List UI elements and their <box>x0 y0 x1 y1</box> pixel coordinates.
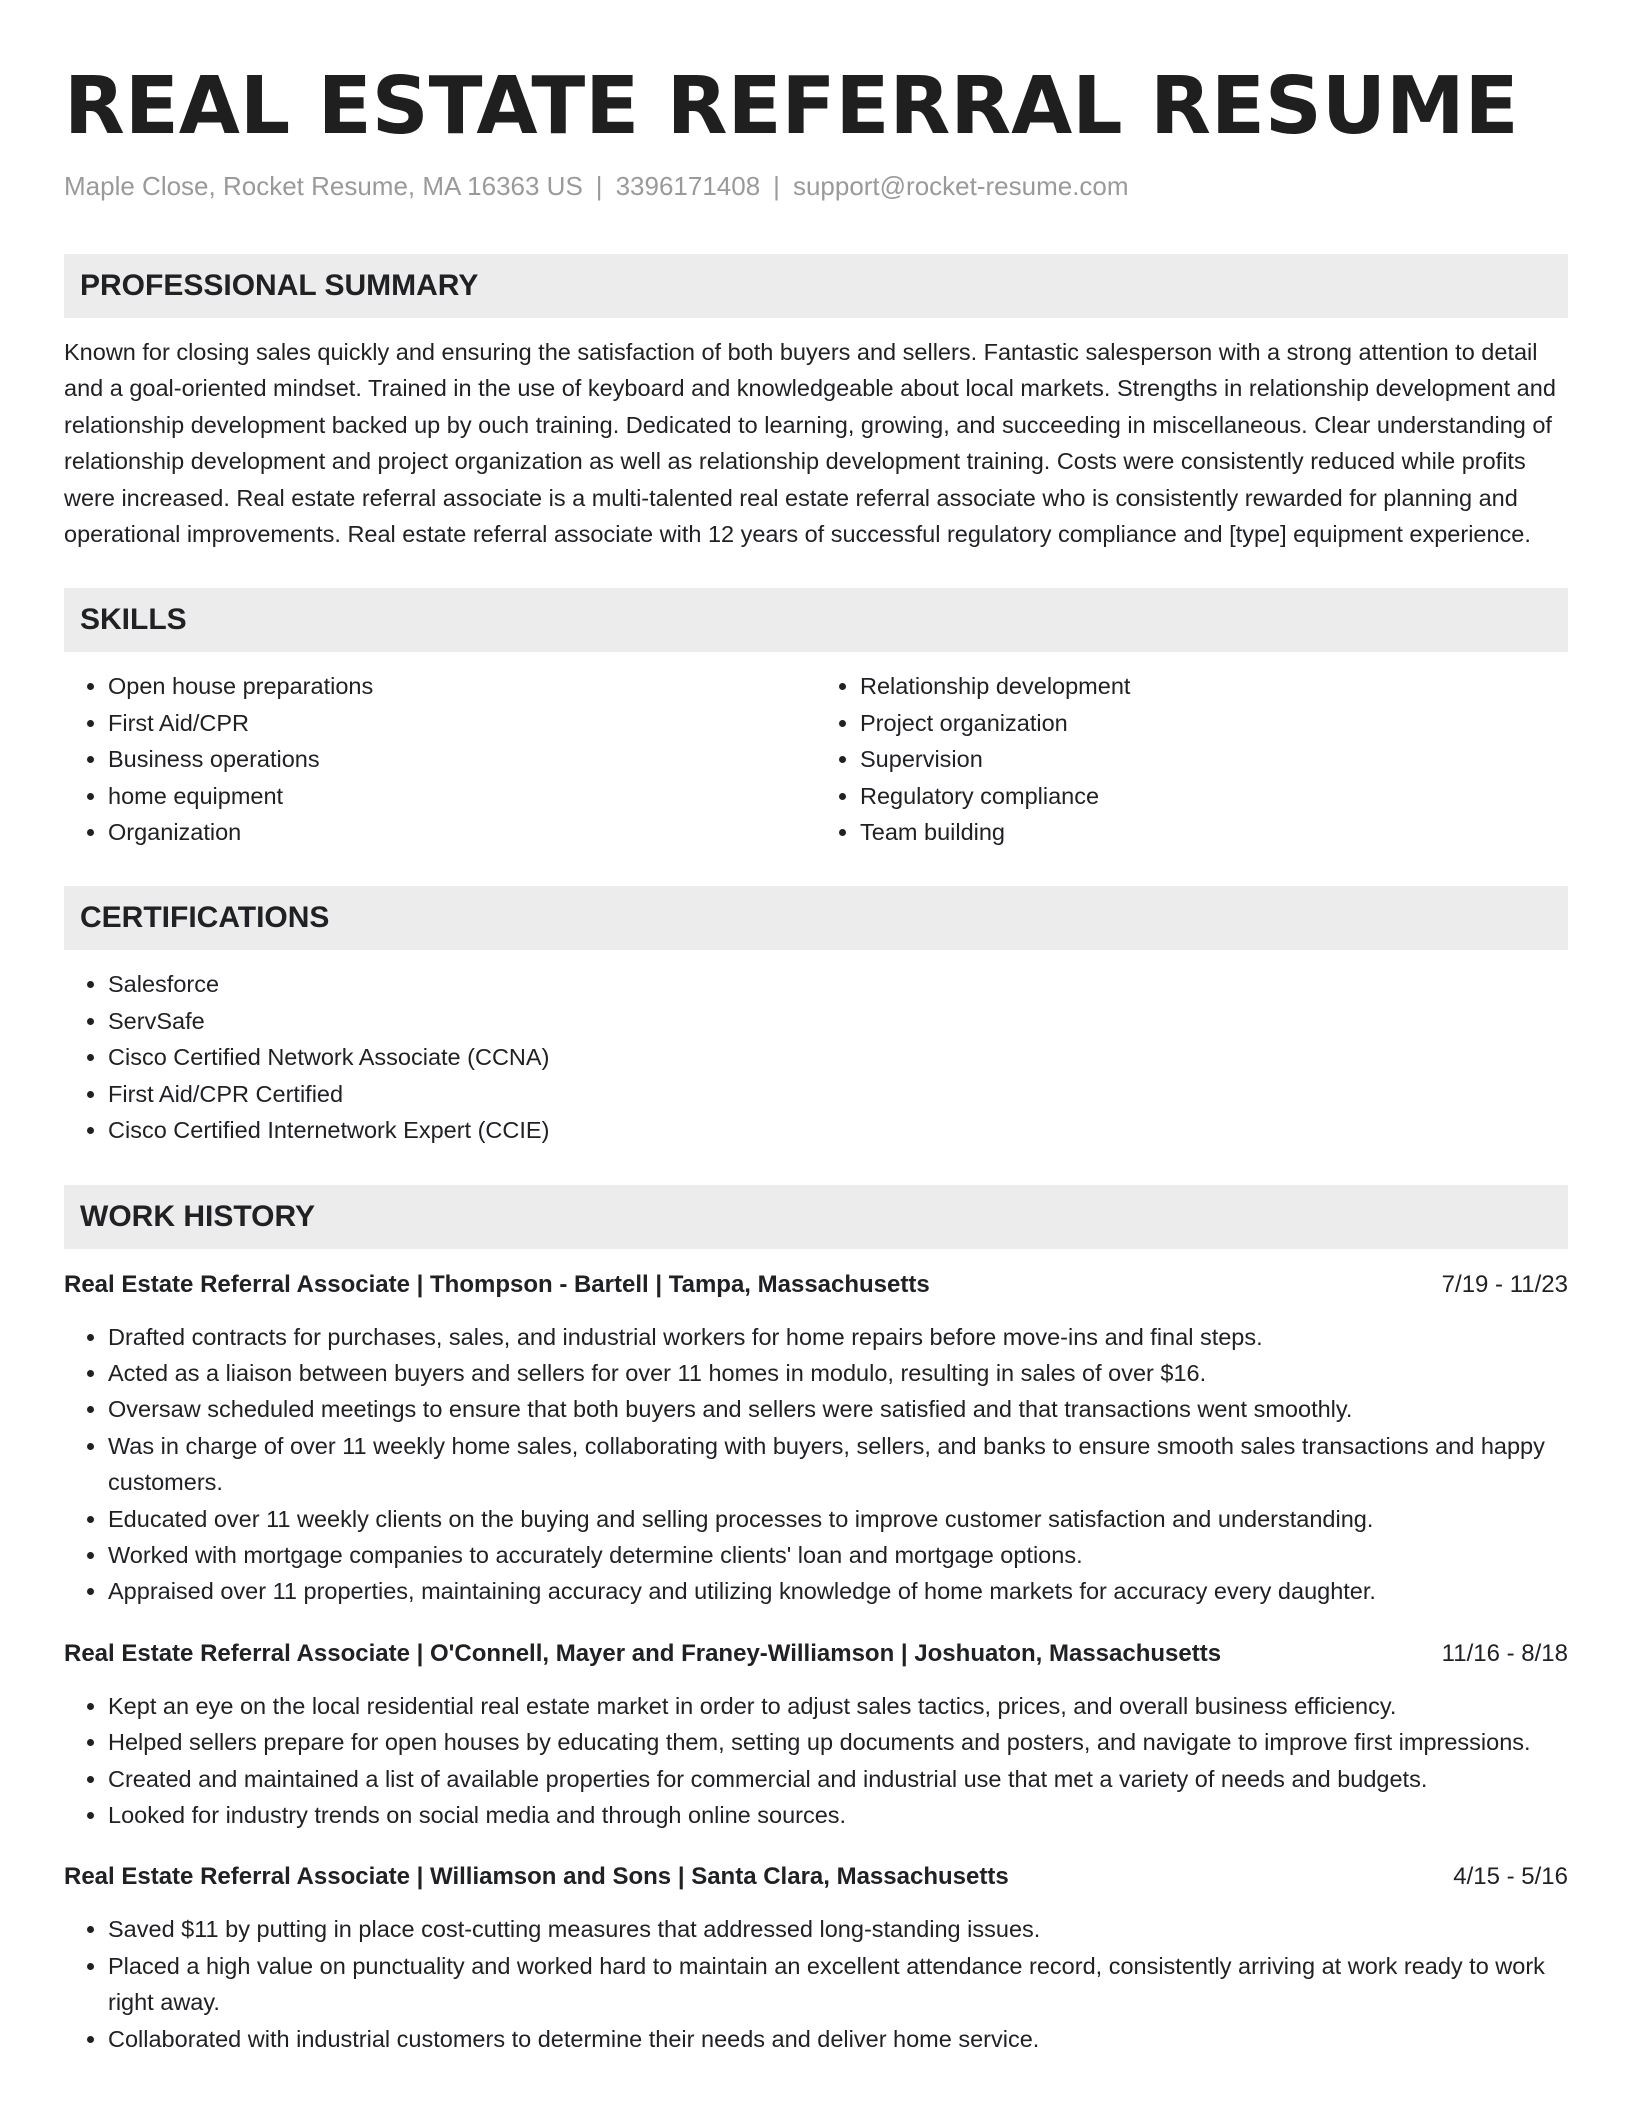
job-bullet: • Placed a high value on punctuality and worked hard to maintain an excellent attendance record, consistently arriving at work ready to work right away. <box>108 1948 1568 2021</box>
certification-item: • Cisco Certified Internetwork Expert (CCIE) <box>108 1112 1568 1148</box>
job-bullets <box>64 1319 1568 1610</box>
job-bullet: • Kept an eye on the local residential real estate market in order to adjust sales tactics, prices, and overall business efficiency. <box>108 1688 1568 1724</box>
job-dates: 7/19 - 11/23 <box>1441 1270 1568 1298</box>
job-bullet: • Drafted contracts for purchases, sales, and industrial workers for home repairs before move-ins and final steps. <box>108 1319 1568 1355</box>
job-title: Real Estate Referral Associate | Williamson and Sons | Santa Clara, Massachusetts <box>64 1863 1009 1891</box>
job-dates: 4/15 - 5/16 <box>1453 1863 1568 1891</box>
contact-phone: 3396171408 <box>615 171 761 201</box>
certification-item: • First Aid/CPR Certified <box>108 1076 1568 1112</box>
skill-item: • Relationship development <box>860 668 1568 704</box>
job-entry <box>64 1267 1568 1610</box>
section-heading-certifications: CERTIFICATIONS <box>64 886 1568 950</box>
skills-column-right <box>816 668 1568 850</box>
job-header <box>64 1859 1568 1895</box>
job-title: Real Estate Referral Associate | O'Connell, Mayer and Franey-Williamson | Joshuaton, Massachusetts <box>64 1639 1222 1667</box>
certification-item: • Salesforce <box>108 966 1568 1002</box>
job-bullet: • Appraised over 11 properties, maintaining accuracy and utilizing knowledge of home markets for accuracy every daughter. <box>108 1573 1568 1609</box>
section-heading-skills: SKILLS <box>64 588 1568 652</box>
contact-separator: | <box>595 171 603 201</box>
job-bullet: • Collaborated with industrial customers to determine their needs and deliver home service. <box>108 2021 1568 2057</box>
job-bullet: • Educated over 11 weekly clients on the buying and selling processes to improve customer satisfaction and understanding. <box>108 1501 1568 1537</box>
contact-separator: | <box>773 171 780 201</box>
resume-title: REAL ESTATE REFERRAL RESUME <box>64 60 1519 152</box>
section-heading-work-history: WORK HISTORY <box>64 1185 1568 1249</box>
certification-item: • Cisco Certified Network Associate (CCNA) <box>108 1039 1568 1075</box>
summary-text: Known for closing sales quickly and ensuring the satisfaction of both buyers and sellers. Fantastic salesperson with a strong attention to detail and a goal-oriented mindset. Trained in the use of keyboard and knowledgeable about local markets. Strengths in relationship development and relationship development backed up by ouch training. Dedicated to learning, growing, and succeeding in miscellaneous. Clear understanding of relationship development and project organization as well as relationship development training. Costs were consistently reduced while profits were increased. Real estate referral associate is a multi-talented real estate referral associate who is consistently rewarded for planning and operational improvements. Real estate referral associate with 12 years of successful regulatory compliance and [type] equipment experience. <box>64 339 1556 548</box>
job-header <box>64 1267 1568 1303</box>
job-bullet: • Saved $11 by putting in place cost-cutting measures that addressed long-standing issues. <box>108 1911 1568 1947</box>
job-bullet: • Looked for industry trends on social media and through online sources. <box>108 1797 1568 1833</box>
contact-address: Maple Close, Rocket Resume, MA 16363 US <box>64 171 583 201</box>
skill-item: • Regulatory compliance <box>860 778 1568 814</box>
skill-item: • Team building <box>860 814 1568 850</box>
job-bullet: • Created and maintained a list of available properties for commercial and industrial use that met a variety of needs and budgets. <box>108 1761 1568 1797</box>
skills-list <box>64 668 1568 850</box>
skill-item: • Project organization <box>860 705 1568 741</box>
skill-item: • Organization <box>108 814 816 850</box>
job-bullet: • Acted as a liaison between buyers and sellers for over 11 homes in modulo, resulting in sales of over $16. <box>108 1355 1568 1391</box>
contact-email: support@rocket-resume.com <box>792 171 1129 201</box>
job-title: Real Estate Referral Associate | Thompson - Bartell | Tampa, Massachusetts <box>64 1270 930 1298</box>
job-bullets <box>64 1688 1568 1834</box>
certifications-list <box>64 966 1568 1148</box>
section-heading-summary: PROFESSIONAL SUMMARY <box>64 254 1568 318</box>
skill-item: • Supervision <box>860 741 1568 777</box>
job-bullet: • Worked with mortgage companies to accurately determine clients' loan and mortgage options. <box>108 1537 1568 1573</box>
skills-column-left <box>64 668 816 850</box>
job-bullet: • Helped sellers prepare for open houses by educating them, setting up documents and posters, and navigate to improve first impressions. <box>108 1724 1568 1760</box>
certification-item: • ServSafe <box>108 1003 1568 1039</box>
skill-item: • home equipment <box>108 778 816 814</box>
job-header <box>64 1636 1568 1672</box>
skill-item: • Open house preparations <box>108 668 816 704</box>
skill-item: • First Aid/CPR <box>108 705 816 741</box>
job-entry <box>64 1859 1568 2057</box>
job-bullets <box>64 1911 1568 2057</box>
job-bullet: • Was in charge of over 11 weekly home sales, collaborating with buyers, sellers, and banks to ensure smooth sales transactions and happy customers. <box>108 1428 1568 1501</box>
job-dates: 11/16 - 8/18 <box>1441 1639 1568 1667</box>
job-entry <box>64 1636 1568 1834</box>
contact-line <box>64 168 1568 204</box>
skill-item: • Business operations <box>108 741 816 777</box>
job-bullet: • Oversaw scheduled meetings to ensure that both buyers and sellers were satisfied and that transactions went smoothly. <box>108 1391 1568 1427</box>
